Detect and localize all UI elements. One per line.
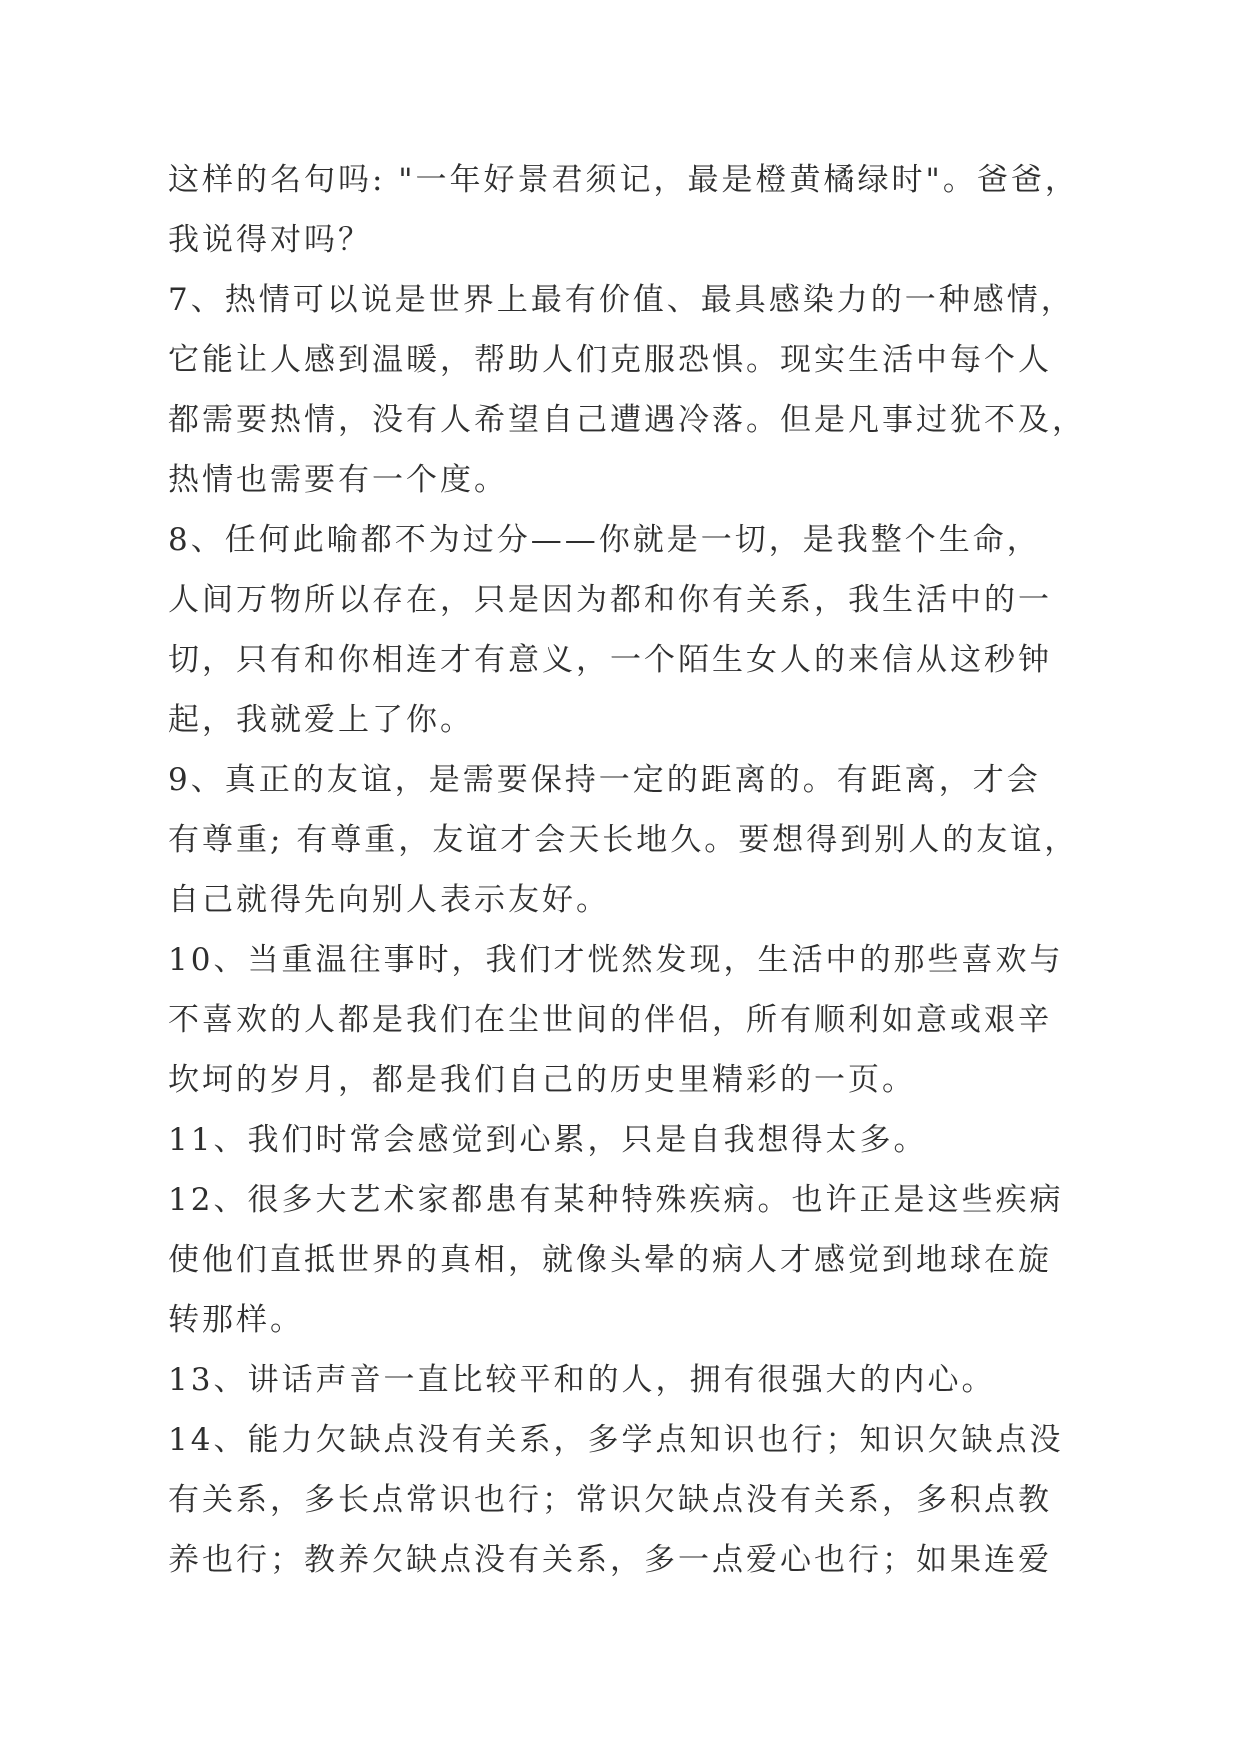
- text-line: 人间万物所以存在，只是因为都和你有关系，我生活中的一: [168, 582, 1052, 618]
- text-line: 这样的名句吗: "一年好景君须记，最是橙黄橘绿时"。爸爸，: [168, 162, 1079, 198]
- text-line: 8、任何此喻都不为过分——你就是一切，是我整个生命，: [168, 522, 1041, 558]
- paragraph: [168, 270, 1086, 510]
- text-line: 7、热情可以说是世界上最有价值、最具感染力的一种感情，: [168, 282, 1075, 318]
- text-line: 起，我就爱上了你。: [168, 702, 474, 738]
- text-line: 不喜欢的人都是我们在尘世间的伴侣，所有顺利如意或艰辛: [168, 1002, 1052, 1038]
- text-line: 14、能力欠缺点没有关系，多学点知识也行；知识欠缺点没: [168, 1422, 1064, 1458]
- text-line: 9、真正的友谊，是需要保持一定的距离的。有距离，才会: [168, 762, 1041, 798]
- text-line: 自己就得先向别人表示友好。: [168, 882, 610, 918]
- text-line: 有关系，多长点常识也行；常识欠缺点没有关系，多积点教: [168, 1482, 1052, 1518]
- text-line: 有尊重; 有尊重，友谊才会天长地久。要想得到别人的友谊，: [168, 822, 1079, 858]
- text-line: 都需要热情，没有人希望自己遭遇冷落。但是凡事过犹不及，: [168, 402, 1086, 438]
- text-line: 12、很多大艺术家都患有某种特殊疾病。也许正是这些疾病: [168, 1182, 1064, 1218]
- text-line: 11、我们时常会感觉到心累，只是自我想得太多。: [168, 1122, 928, 1158]
- text-line: 养也行；教养欠缺点没有关系，多一点爱心也行；如果连爱: [168, 1542, 1052, 1578]
- text-line: 我说得对吗？: [168, 222, 372, 258]
- text-line: 转那样。: [168, 1302, 304, 1338]
- text-line: 切，只有和你相连才有意义，一个陌生女人的来信从这秒钟: [168, 642, 1052, 678]
- text-line: 坎坷的岁月，都是我们自己的历史里精彩的一页。: [168, 1062, 916, 1098]
- paragraph: [168, 1110, 1083, 1170]
- paragraph: [168, 1350, 1083, 1410]
- paragraph: [168, 1170, 1083, 1350]
- paragraph: [168, 150, 1083, 270]
- paragraph: [168, 510, 1083, 750]
- text-line: 10、当重温往事时，我们才恍然发现，生活中的那些喜欢与: [168, 942, 1064, 978]
- paragraph: [168, 1410, 1083, 1590]
- text-line: 使他们直抵世界的真相，就像头晕的病人才感觉到地球在旋: [168, 1242, 1052, 1278]
- text-line: 热情也需要有一个度。: [168, 462, 508, 498]
- paragraph: [168, 750, 1083, 930]
- text-line: 它能让人感到温暖，帮助人们克服恐惧。现实生活中每个人: [168, 342, 1052, 378]
- document-body: [168, 150, 1086, 1590]
- text-line: 13、讲话声音一直比较平和的人，拥有很强大的内心。: [168, 1362, 996, 1398]
- paragraph: [168, 930, 1083, 1110]
